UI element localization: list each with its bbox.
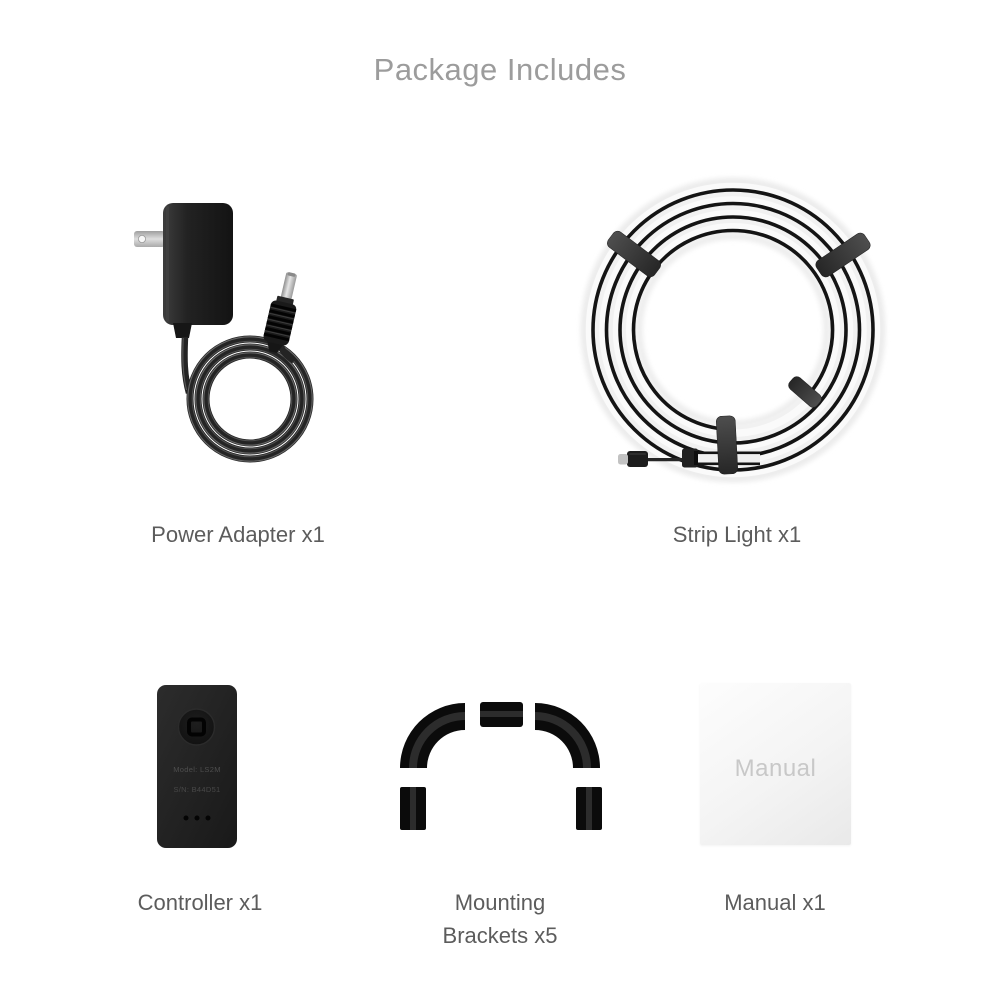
- manual-image: [700, 683, 851, 845]
- strip-light-label: Strip Light x1: [672, 522, 802, 547]
- adapter-cable-coil: [183, 337, 312, 461]
- bracket-corner-right: [535, 703, 600, 768]
- mounting-brackets-label: [350, 886, 650, 952]
- manual-label: Manual x1: [724, 890, 826, 915]
- controller-image: [142, 672, 257, 862]
- page-title: Package Includes: [373, 52, 627, 87]
- manual-cover-text: Manual: [734, 755, 817, 782]
- mounting-brackets-label-line2: Brackets x5: [442, 923, 558, 948]
- bracket-straight-left: [400, 787, 426, 830]
- controller-button-ring: [179, 709, 215, 745]
- adapter-body: [163, 203, 233, 338]
- controller-led-dots: [184, 816, 211, 821]
- bracket-corner-left: [400, 703, 465, 768]
- usb-plug-tip: [618, 454, 628, 465]
- plug-prong: [134, 231, 165, 247]
- mounting-brackets-label-line1: Mounting: [454, 890, 546, 915]
- power-adapter-label: Power Adapter x1: [151, 522, 325, 547]
- controller-label: Controller x1: [137, 890, 263, 915]
- tail-cable: [646, 458, 684, 461]
- mounting-brackets-image: [380, 680, 620, 850]
- cable-neck: [173, 323, 192, 338]
- controller-model-text: Model: LS2M: [173, 765, 221, 774]
- strip-light-image: [570, 164, 900, 494]
- controller-serial-text: S/N: B44D51: [173, 785, 221, 794]
- bracket-straight-right: [576, 787, 602, 830]
- bracket-straight-top: [480, 702, 523, 727]
- power-adapter-image: [110, 190, 330, 490]
